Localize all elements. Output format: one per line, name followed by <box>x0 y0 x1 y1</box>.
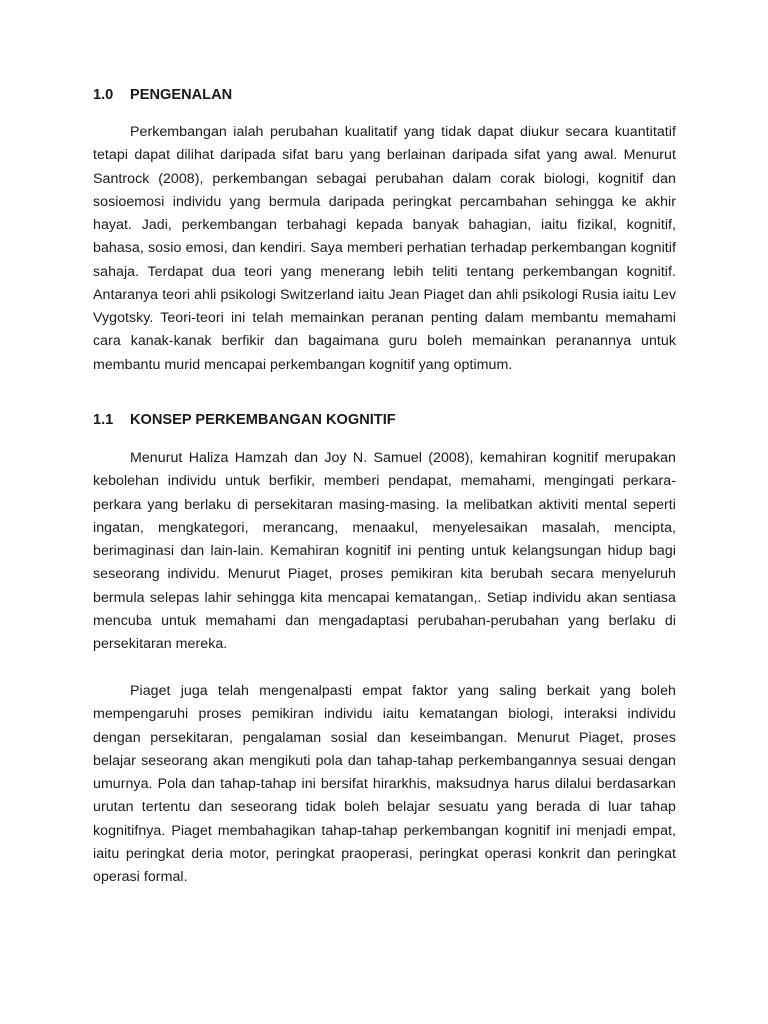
paragraph-konsep-1: Menurut Haliza Hamzah dan Joy N. Samuel (2008), kemahiran kognitif merupakan kebolehan individu untuk berfikir, memberi pendapat, memahami, mengingati perkara-perkara yang berlaku di persekitaran masing-masing. Ia melibatkan aktiviti mental seperti ingatan, mengkategori, merancang, menaakul, menyelesaikan masalah, mencipta, berimaginasi dan lain-lain. Kemahiran kognitif ini penting untuk kelangsungan hidup bagi seseorang individu. Menurut Piaget, proses pemikiran kita berubah secara menyeluruh bermula selepas lahir sehingga kita mencapai kematangan,. Setiap individu akan sentiasa mencuba untuk memahami dan mengadaptasi perubahan-perubahan yang berlaku di persekitaran mereka. <box>93 450 676 652</box>
section-number: 1.0 <box>93 87 114 103</box>
section-heading-konsep <box>93 413 396 428</box>
section-title: KONSEP PERKEMBANGAN KOGNITIF <box>130 412 396 428</box>
section-heading-pengenalan <box>93 88 232 103</box>
section-number: 1.1 <box>93 412 114 428</box>
paragraph-konsep-2: Piaget juga telah mengenalpasti empat faktor yang saling berkait yang boleh mempengaruhi proses pemikiran individu iaitu kematangan biologi, interaksi individu dengan persekitaran, pengalaman sosial dan keseimbangan. Menurut Piaget, proses belajar seseorang akan mengikuti pola dan tahap-tahap perkembangannya sesuai dengan umurnya. Pola dan tahap-tahap ini bersifat hirarkhis, maksudnya harus dilalui berdasarkan urutan tertentu dan seseorang tidak boleh belajar sesuatu yang berada di luar tahap kognitifnya. Piaget membahagikan tahap-tahap perkembangan kognitif ini menjadi empat, iaitu peringkat deria motor, peringkat praoperasi, peringkat operasi konkrit dan peringkat operasi formal. <box>93 683 676 885</box>
paragraph-pengenalan: Perkembangan ialah perubahan kualitatif yang tidak dapat diukur secara kuantitatif tetapi dapat dilihat daripada sifat baru yang berlainan daripada sifat yang awal. Menurut Santrock (2008), perkembangan sebagai perubahan dalam corak biologi, kognitif dan sosioemosi individu yang bermula daripada peringkat percambahan sehingga ke akhir hayat. Jadi, perkembangan terbahagi kepada banyak bahagian, iaitu fizikal, kognitif, bahasa, sosio emosi, dan kendiri. Saya memberi perhatian terhadap perkembangan kognitif sahaja. Terdapat dua teori yang menerang lebih teliti tentang perkembangan kognitif. Antaranya teori ahli psikologi Switzerland iaitu Jean Piaget dan ahli psikologi Rusia iaitu Lev Vygotsky. Teori-teori ini telah memainkan peranan penting dalam membantu memahami cara kanak-kanak berfikir dan bagaimana guru boleh memainkan peranannya untuk membantu murid mencapai perkembangan kognitif yang optimum. <box>93 124 676 373</box>
section-title: PENGENALAN <box>130 87 233 103</box>
